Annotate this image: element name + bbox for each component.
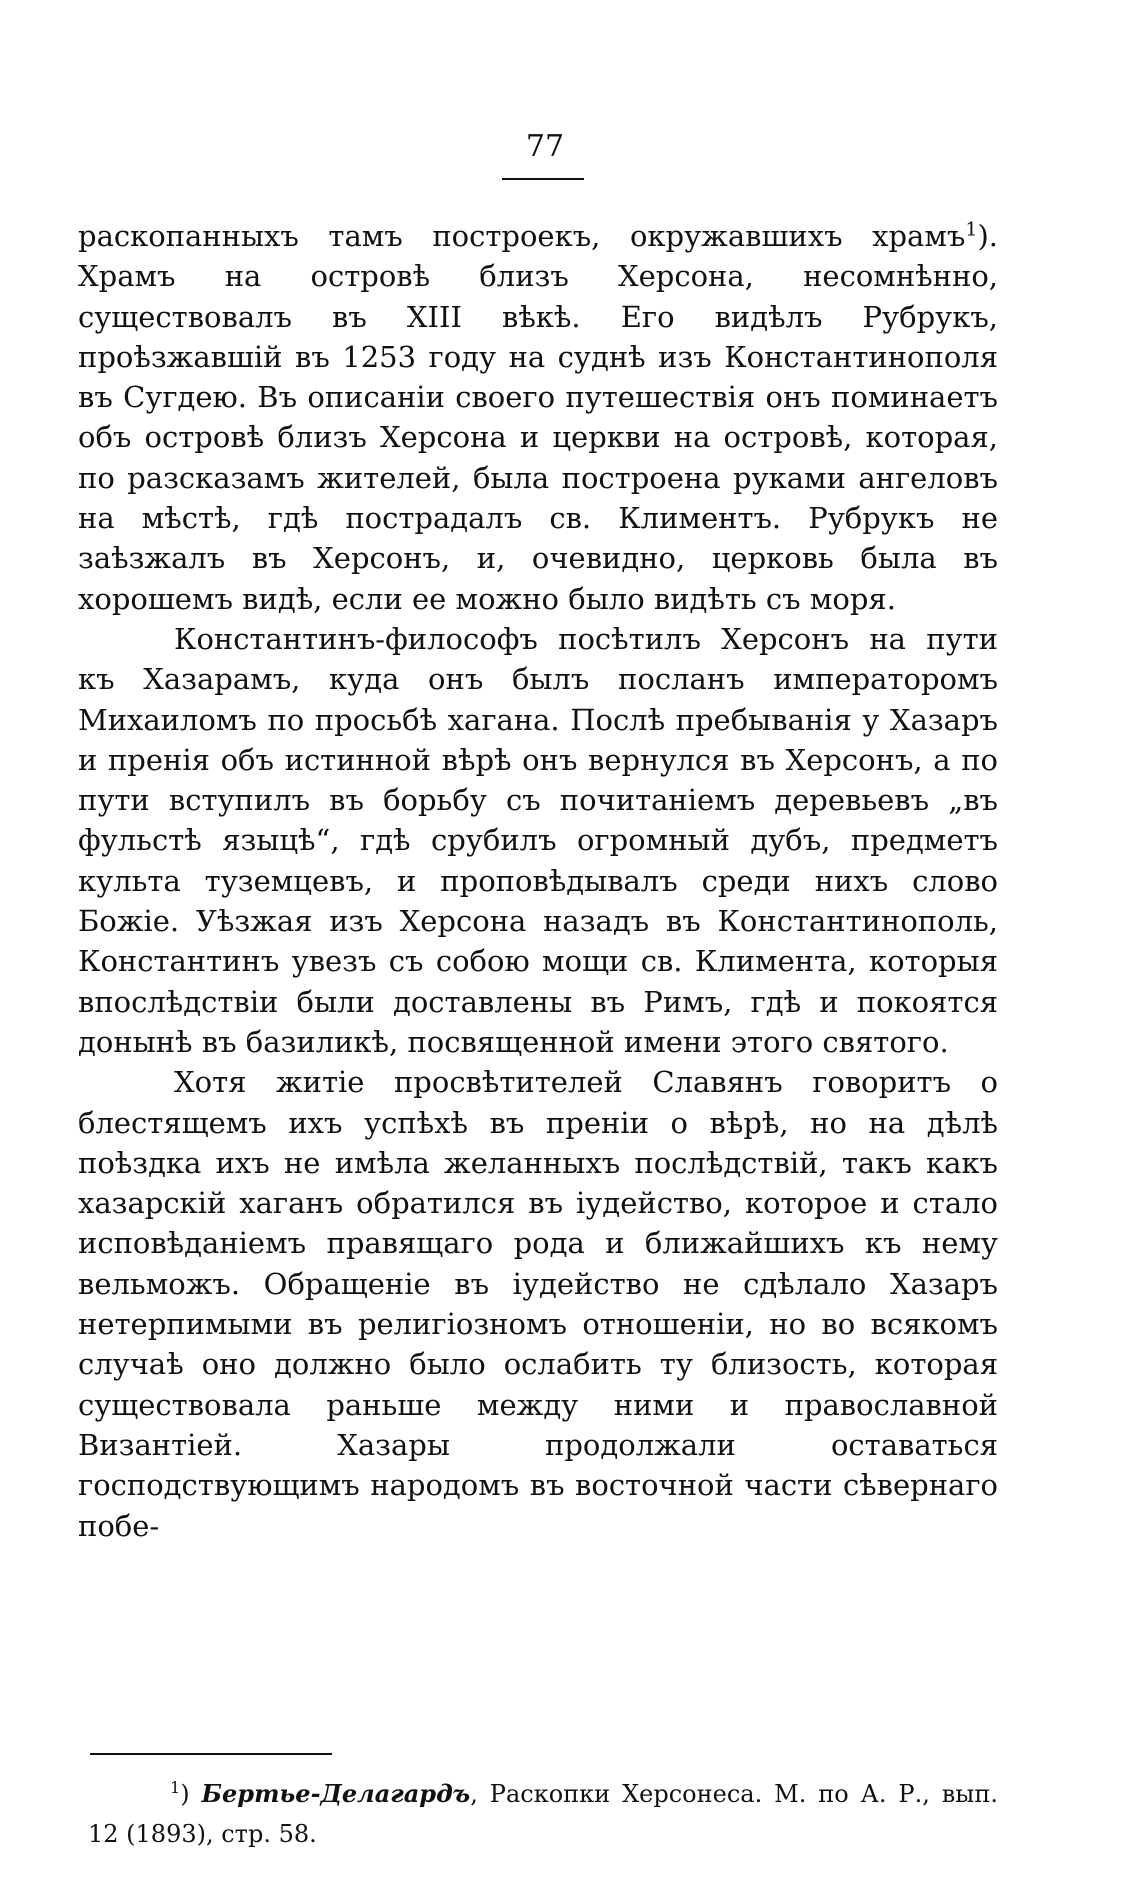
paragraph-2: Константинъ-философъ посѣтилъ Херсонъ на пути къ Хазарамъ, куда онъ былъ посланъ императоромъ Михаиломъ по просьбѣ хагана. Послѣ пребыванія у Хазаръ и пренія объ истинной вѣрѣ онъ вернулся въ Херсонъ, а по пути вступилъ въ борьбу съ почитаніемъ деревьевъ „въ фульстѣ языцѣ“, гдѣ срубилъ огромный дубъ, предметъ культа туземцевъ, и проповѣдывалъ среди нихъ слово Божіе. Уѣзжая изъ Херсона назадъ въ Константинополь, Константинъ увезъ съ собою мощи св. Климента, которыя впослѣдствіи были доставлены въ Римъ, гдѣ и покоятся донынѣ въ базиликѣ, посвященной имени этого святого. [78,621,998,1059]
paragraph-1-start: раскопанныхъ тамъ построекъ, окружавшихъ храмъ [78,219,966,253]
footnote-reference[interactable]: 1 [965,218,978,241]
paragraph-1-rest: ). Храмъ на островѣ близъ Херсона, несомнѣнно, существовалъ въ XIII вѣкѣ. Его видѣлъ Рубрукъ, проѣзжавшій въ 1253 году на суднѣ изъ Константинополя въ Сугдею. Въ описаніи своего путешествія онъ поминаетъ объ островѣ близъ Херсона и церкви на островѣ, которая, по разсказамъ жителей, была построена руками ангеловъ на мѣстѣ, гдѣ пострадалъ св. Климентъ. Рубрукъ не заѣзжалъ въ Херсонъ, и, очевидно, церковь была въ хорошемъ видѣ, если ее можно было видѣть съ моря. [78,219,998,616]
footnote-marker: 1 [170,1778,181,1797]
paragraph-3: Хотя житіе просвѣтителей Славянъ говоритъ о блестящемъ ихъ успѣхѣ въ преніи о вѣрѣ, но на дѣлѣ поѣздка ихъ не имѣла желанныхъ послѣдствій, такъ какъ хазарскій хаганъ обратился въ іудейство, которое и стало исповѣданіемъ правящаго рода и ближайшихъ къ нему вельможъ. Обращеніе въ іудейство не сдѣлало Хазаръ нетерпимыми въ религіозномъ отношеніи, но во всякомъ случаѣ оно должно было ослабить ту близость, которая существовала раньше между ними и православной Византіей. Хазары продолжали оставаться господствующимъ народомъ въ восточной части сѣвернаго побе- [78,1065,998,1543]
footnote-text: , Раскопки Херсонеса. М. по А. Р., вып. 12 (1893), стр. 58. [88,1780,998,1848]
page-number-underline [502,178,584,180]
footnote [88,1774,998,1854]
page-number: 77 [525,129,565,164]
footnote-author: Бертье-Делагардъ [201,1779,471,1808]
main-text [78,216,998,1546]
footnote-separator [90,1753,332,1755]
paragraph-1 [78,216,998,619]
footnote-marker-close: ) [180,1780,190,1808]
